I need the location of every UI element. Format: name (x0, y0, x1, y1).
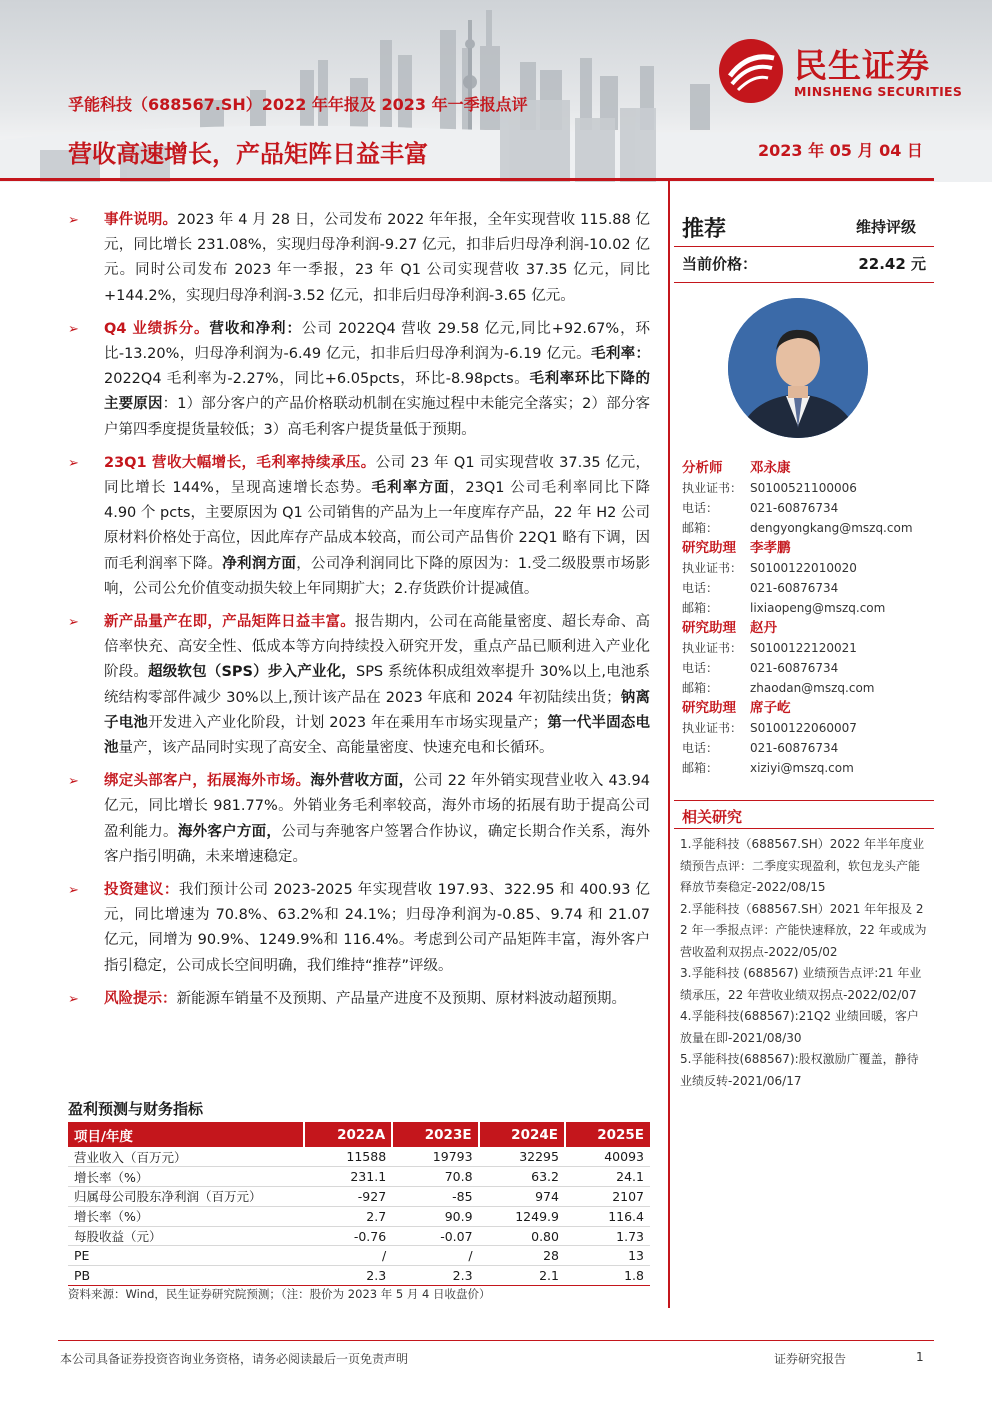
paragraph-text: ，23Q1 公司毛利率同比下降 4.90 个 pcts，主要原因为 Q1 公司销售的产品为上一年度库存产品，22 年 H2 公司原材料价格处于高位，因此库存产品成本较高，而公司产品售价 22Q1 略有下调，因而毛利润率下降。 (104, 480, 651, 572)
report-date: 2023 年 05 月 04 日 (758, 141, 923, 160)
paragraph-heading: 23Q1 营收大幅增长，毛利率持续承压。 (104, 454, 376, 471)
price-value: 22.42 元 (858, 255, 926, 273)
table-cell: -927 (304, 1187, 392, 1207)
table-cell: 40093 (565, 1147, 650, 1167)
paragraph-text: 毛利率： (591, 346, 651, 363)
table-cell: PE (68, 1246, 304, 1266)
paragraph-heading: 新产品量产在即，产品矩阵日益丰富。 (104, 614, 355, 631)
analyst-name-value: 邓永康 (750, 460, 791, 476)
analyst-phone-label: 电话： (682, 661, 719, 675)
report-body (68, 208, 650, 1020)
table-cell: PB (68, 1266, 304, 1286)
table-row (68, 1187, 650, 1207)
paragraph-text: 2022Q4 毛利率为-2.27%，同比+6.05pcts，环比-8.98pcts。 (104, 371, 530, 388)
analyst-phone-value: 021-60876734 (750, 661, 839, 675)
table-cell: 90.9 (392, 1206, 478, 1226)
minsheng-logo-icon (718, 38, 784, 104)
paragraph-text: 钠离子电池 (104, 689, 650, 731)
table-cell: 2107 (565, 1187, 650, 1207)
analyst-name-label: 分析师 (682, 460, 723, 476)
table-header-cell: 2024E (479, 1122, 565, 1147)
analyst-cert-value: S0100122120021 (750, 641, 857, 655)
bullet-arrow-icon: ➢ (68, 615, 79, 631)
paragraph-text: 毛利率方面 (371, 480, 450, 497)
table-cell: 974 (479, 1187, 565, 1207)
paragraph-text: 报告期内，公司在高能量密度、超长寿命、高倍率快充、高安全性、低成本等方向持续投入研究开发，重点产品已顺利进入产业化阶段。 (104, 614, 651, 681)
table-cell: 70.8 (392, 1167, 478, 1187)
analyst-cert-label: 执业证书： (682, 721, 743, 735)
analyst-phone (682, 498, 932, 518)
table-cell: 63.2 (479, 1167, 565, 1187)
related-research-item[interactable]: 4.孚能科技(688567):21Q2 业绩回暖，客户放量在即-2021/08/30 (680, 1009, 919, 1045)
table-cell: -0.07 (392, 1226, 478, 1246)
bullet-arrow-icon: ➢ (68, 321, 79, 337)
analyst-phone (682, 738, 932, 758)
analyst-phone (682, 578, 932, 598)
report-title: 营收高速增长，产品矩阵日益丰富 (68, 140, 428, 168)
table-cell: / (304, 1246, 392, 1266)
paragraph-text: SPS 系统体积成组效率提升 30%以上,电池系统结构零部件减少 30%以上,预计该产品在 2023 年底和 2024 年初陆续出货； (104, 664, 651, 706)
table-cell: 11588 (304, 1147, 392, 1167)
analyst-email-value: dengyongkang@mszq.com (750, 521, 913, 535)
paragraph-text: 我们预计公司 2023-2025 年实现营收 197.93、322.95 和 400.93 亿元，同比增速为 70.8%、63.2%和 24.1%；归母净利润为-0.85、9.74 和 21.07 亿元，同增为 90.9%、1249.9%和 116.4%。考虑到公司产品矩阵丰富，海外客户指引稳定，公司成长空间明确，我们维持“推荐”评级。 (104, 882, 650, 974)
analyst-phone-value: 021-60876734 (750, 581, 839, 595)
analyst-cert (682, 558, 932, 578)
paragraph-text: 2023 年 4 月 28 日，公司发布 2022 年年报，全年实现营收 115.88 亿元，同比增长 231.08%，实现归母净利润-9.27 亿元，扣非后归母净利润-10.02 亿元。同时公司发布 2023 年一季报，23 年 Q1 公司实现营收 37.35 亿元，同比+144.2%，实现归母净利润-3.52 亿元，扣非后归母净利润-3.65 亿元。 (104, 212, 650, 304)
analyst-name-value: 赵丹 (750, 620, 777, 636)
paragraph-text: 公司与奔驰客户签署合作协议，确定长期合作关系，海外客户指引明确，未来增速稳定。 (104, 823, 651, 865)
price-label: 当前价格： (682, 255, 758, 273)
paragraph-text: 新能源车销量不及预期、产品量产进度不及预期、原材料波动超预期。 (176, 990, 626, 1007)
analyst-cert-label: 执业证书： (682, 641, 743, 655)
analyst-email (682, 758, 932, 778)
footer-disclaimer: 本公司具备证券投资咨询业务资格，请务必阅读最后一页免责声明 (60, 1352, 409, 1366)
table-cell: 116.4 (565, 1206, 650, 1226)
table-row (68, 1246, 650, 1266)
bullet-arrow-icon: ➢ (68, 991, 79, 1007)
paragraph-text: 第一代半固态电池 (104, 714, 650, 757)
table-header-cell: 项目/年度 (68, 1122, 304, 1147)
logo-english-text: MINSHENG SECURITIES (794, 84, 963, 99)
analyst-name-label: 研究助理 (682, 700, 736, 716)
analyst-list (682, 458, 932, 778)
analyst-email-value: lixiaopeng@mszq.com (750, 601, 886, 615)
minsheng-logo (718, 36, 968, 106)
related-research-list (680, 834, 930, 1092)
analyst-name-label: 研究助理 (682, 540, 736, 556)
table-source-note: 资料来源：Wind，民生证券研究院预测；（注：股价为 2023 年 5 月 4 日收盘价） (68, 1287, 491, 1301)
sidebar-rule (674, 828, 934, 829)
footer-report-type: 证券研究报告 (774, 1352, 847, 1366)
table-header-cell: 2023E (392, 1122, 478, 1147)
analyst-name (682, 618, 932, 638)
paragraph-text: 量产，该产品同时实现了高安全、高能量密度、快速充电和长循环。 (118, 740, 554, 757)
bullet-arrow-icon: ➢ (68, 774, 79, 790)
paragraph-text: 海外客户方面， (177, 823, 282, 840)
analyst-photo (728, 298, 868, 438)
table-cell: -85 (392, 1187, 478, 1207)
table-cell: 归属母公司股东净利润（百万元） (68, 1187, 304, 1207)
analyst-phone-label: 电话： (682, 741, 719, 755)
analyst-email-label: 邮箱： (682, 681, 719, 695)
analyst-email (682, 518, 932, 538)
table-row (68, 1226, 650, 1246)
table-cell: 增长率（%） (68, 1206, 304, 1226)
table-header-cell: 2025E (565, 1122, 650, 1147)
content-paragraph (68, 878, 650, 979)
paragraph-heading: 事件说明。 (104, 212, 178, 228)
table-row (68, 1206, 650, 1226)
content-paragraph (68, 610, 650, 761)
table-cell: 2.3 (304, 1266, 392, 1286)
analyst-cert-value: S0100521100006 (750, 481, 857, 495)
table-cell: 28 (479, 1246, 565, 1266)
content-paragraph (68, 451, 650, 602)
table-cell: 营业收入（百万元） (68, 1147, 304, 1167)
paragraph-text: 公司 23 年 Q1 司实现营收 37.35 亿元，同比增长 144%，呈现高速增长态势。 (104, 454, 650, 497)
analyst-name-value: 席子屹 (750, 700, 791, 716)
analyst-cert (682, 478, 932, 498)
analyst-name-label: 研究助理 (682, 620, 736, 636)
analyst-name (682, 458, 932, 478)
sidebar-rule (674, 282, 934, 283)
analyst-cert-label: 执业证书： (682, 481, 743, 495)
analyst-portrait-image (728, 298, 868, 438)
content-paragraph (68, 987, 650, 1012)
table-cell: 1249.9 (479, 1206, 565, 1226)
related-research-title: 相关研究 (682, 808, 743, 826)
report-subtitle: 孚能科技（688567.SH）2022 年年报及 2023 年一季报点评 (68, 95, 528, 114)
table-cell: 19793 (392, 1147, 478, 1167)
table-cell: 2.1 (479, 1266, 565, 1286)
page-number: 1 (916, 1350, 924, 1364)
analyst-phone-label: 电话： (682, 501, 719, 515)
rating-label: 推荐 (682, 217, 727, 242)
bullet-arrow-icon: ➢ (68, 883, 79, 899)
table-header-row (68, 1122, 650, 1147)
table-cell: / (392, 1246, 478, 1266)
sidebar-rule (674, 246, 934, 247)
paragraph-text: 公司 22 年外销实现营业收入 43.94 亿元，同比增长 981.77%。外销业务毛利率较高，海外市场的拓展有助于提高公司盈利能力。 (104, 773, 650, 840)
related-research-item[interactable]: 3.孚能科技 (688567) 业绩预告点评:21 年业绩承压，22 年营收业绩双拐点-2022/02/07 (680, 966, 922, 1002)
table-cell: 增长率（%） (68, 1167, 304, 1187)
analyst-phone (682, 658, 932, 678)
paragraph-text: 海外营收方面， (310, 773, 414, 790)
paragraph-text: 营收和净利： (209, 320, 302, 337)
footer-rule (58, 1340, 934, 1341)
paragraph-heading: 绑定头部客户，拓展海外市场。 (104, 773, 311, 790)
analyst-cert (682, 718, 932, 738)
table-row (68, 1266, 650, 1286)
analyst-email-label: 邮箱： (682, 601, 719, 615)
sidebar-rule (674, 800, 934, 801)
bullet-arrow-icon: ➢ (68, 213, 79, 228)
paragraph-heading: 风险提示： (104, 990, 177, 1007)
related-research-item[interactable]: 2.孚能科技（688567.SH）2021 年年报及 2 2 年一季报点评：产能快速释放，22 年或成为营收盈利双拐点-2022/05/02 (680, 901, 927, 959)
related-research-item[interactable]: 5.孚能科技(688567):股权激励广覆盖，静待业绩反转-2021/06/17 (680, 1052, 919, 1088)
analyst-name-value: 李孝鹏 (750, 540, 791, 556)
paragraph-text: 开发进入产业化阶段，计划 2023 年在乘用车市场实现量产； (148, 714, 548, 731)
table-cell: 1.8 (565, 1266, 650, 1286)
paragraph-heading: Q4 业绩拆分。 (104, 320, 210, 337)
analyst-cert-value: S0100122010020 (750, 561, 857, 575)
column-divider (668, 180, 670, 1308)
content-paragraph (68, 317, 650, 443)
analyst-cert-value: S0100122060007 (750, 721, 857, 735)
paragraph-text: ：1）部分客户的产品价格联动机制在实施过程中未能完全落实；2）部分客户第四季度提货量较低；3）高毛利客户提货量低于预期。 (104, 396, 651, 438)
analyst-name (682, 698, 932, 718)
table-cell: 1.73 (565, 1226, 650, 1246)
financial-table (68, 1122, 650, 1286)
table-cell: -0.76 (304, 1226, 392, 1246)
analyst-email-value: xiziyi@mszq.com (750, 761, 854, 775)
table-cell: 32295 (479, 1147, 565, 1167)
paragraph-text: 公司 2022Q4 营收 29.58 亿元,同比+92.67%，环比-13.20%，归母净利润为-6.49 亿元，扣非后归母净利润为-6.19 亿元。 (104, 320, 650, 363)
table-cell: 每股收益（元） (68, 1226, 304, 1246)
analyst-name (682, 538, 932, 558)
analyst-email-label: 邮箱： (682, 521, 719, 535)
analyst-email-value: zhaodan@mszq.com (750, 681, 875, 695)
table-cell: 231.1 (304, 1167, 392, 1187)
analyst-cert-label: 执业证书： (682, 561, 743, 575)
table-cell: 2.7 (304, 1206, 392, 1226)
analyst-cert (682, 638, 932, 658)
paragraph-text: ，公司净利润同比下降的原因为：1.受二级股票市场影响，公司公允价值变动损失较上年同期扩大；2.存货跌价计提减值。 (104, 555, 651, 597)
analyst-phone-value: 021-60876734 (750, 501, 839, 515)
paragraph-heading: 投资建议： (104, 882, 179, 899)
rating-maintain: 维持评级 (856, 218, 917, 236)
table-cell: 0.80 (479, 1226, 565, 1246)
analyst-email (682, 598, 932, 618)
analyst-email (682, 678, 932, 698)
table-cell: 24.1 (565, 1167, 650, 1187)
table-row (68, 1167, 650, 1187)
paragraph-text: 超级软包（SPS）步入产业化， (148, 664, 356, 681)
header-red-rule (0, 178, 934, 181)
paragraph-text: 净利润方面 (222, 555, 297, 572)
related-research-item[interactable]: 1.孚能科技（688567.SH）2022 年半年度业绩预告点评：二季度实现盈利，软包龙头产能释放节奏稳定-2022/08/15 (680, 837, 925, 894)
table-cell: 2.3 (392, 1266, 478, 1286)
paragraph-text: 毛利率环比下降的主要原因 (104, 371, 651, 413)
table-cell: 13 (565, 1246, 650, 1266)
logo-chinese-text: 民生证券 (794, 46, 930, 85)
table-header-cell: 2022A (304, 1122, 392, 1147)
table-row (68, 1147, 650, 1167)
content-paragraph (68, 769, 650, 870)
analyst-phone-value: 021-60876734 (750, 741, 839, 755)
analyst-phone-label: 电话： (682, 581, 719, 595)
content-paragraph (68, 208, 650, 309)
analyst-email-label: 邮箱： (682, 761, 719, 775)
bullet-arrow-icon: ➢ (68, 455, 79, 471)
financial-table-title: 盈利预测与财务指标 (68, 1100, 204, 1118)
